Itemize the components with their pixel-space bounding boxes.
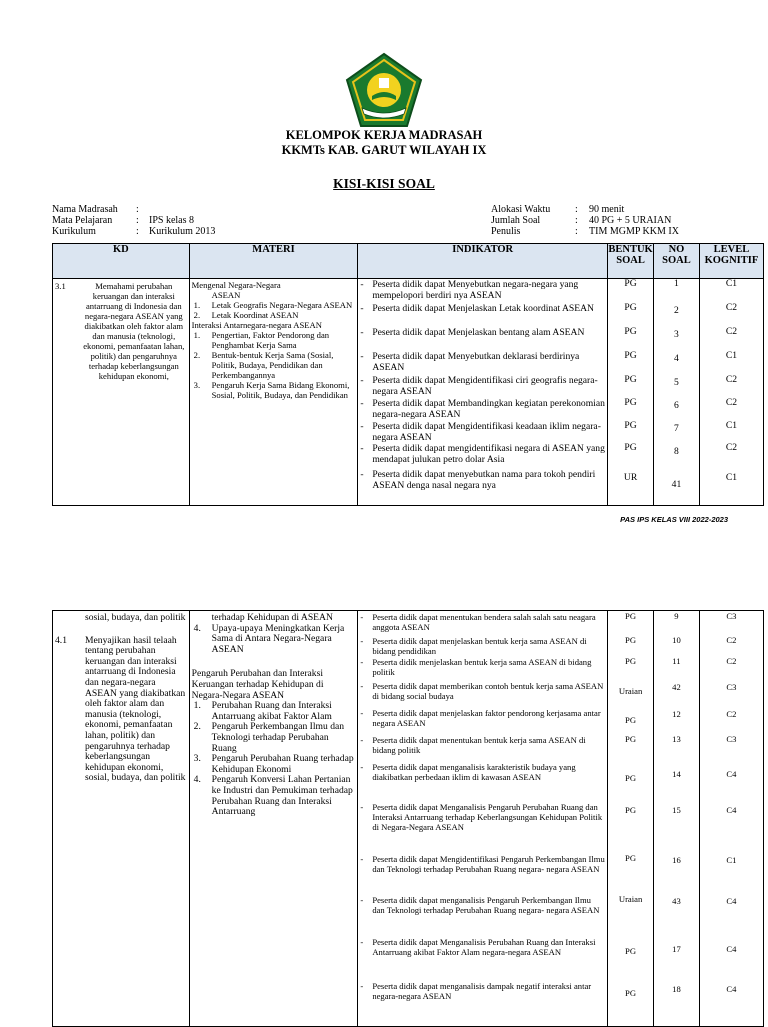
bentuk-value: PG [625, 635, 637, 645]
bentuk-value: PG [625, 805, 637, 815]
no-value: 18 [672, 984, 681, 994]
materi-item [192, 624, 356, 656]
level-value: C3 [726, 734, 737, 744]
level-value: C3 [726, 682, 737, 692]
no-value: 6 [674, 400, 679, 411]
level-cell [699, 279, 763, 506]
materi-item-text: Pengaruh Kerja Sama Bidang Ekonomi, Sosial, Politik, Budaya, dan Pendidikan [211, 380, 350, 400]
materi-item-text: Pengaruh Perkembangan Ilmu dan Teknologi terhadap Perubahan Ruang [211, 721, 345, 754]
materi-item-number: 4. [193, 622, 201, 634]
kd-cell [53, 611, 190, 1027]
level-value: C2 [726, 656, 737, 666]
header-level-kognitif: LEVEL KOGNITIF [699, 244, 763, 279]
kd-number: 3.1 [55, 281, 66, 291]
bentuk-value: PG [624, 302, 637, 313]
indikator-item: - Peserta didik dapat memberikan contoh bentuk kerja sama ASEAN di bidang social budaya [358, 681, 605, 708]
no-value: 11 [672, 656, 681, 666]
level-value: C3 [726, 611, 737, 621]
materi-item-text: Pengaruh Konversi Lahan Pertanian ke Industri dan Pemukiman terhadap Perubahan Ruang dan Interaksi Antarruang [211, 774, 353, 818]
level-value: C2 [725, 397, 738, 408]
level-value: C4 [726, 984, 737, 994]
meta-value: 90 menit [589, 204, 625, 215]
level-value: C2 [725, 374, 738, 385]
bentuk-cell [608, 279, 654, 506]
indikator-item: - Peserta didik dapat Menyebutkan negara-negara yang mempelopori berdiri nya ASEAN [358, 280, 605, 304]
meta-sep: : [575, 204, 578, 215]
no-value: 2 [674, 305, 679, 316]
indikator-item: - Peserta didik dapat menganalisis karakteristik budaya yang diakibatkan perbedaan iklim di kawasan ASEAN [358, 762, 605, 802]
meta-sep: : [575, 226, 578, 237]
header-bentuk-soal: BENTUK SOAL [608, 244, 654, 279]
meta-value: IPS kelas 8 [149, 215, 194, 226]
materi-item-text: Perubahan Ruang dan Interaksi Antarruang akibat Faktor Alam [211, 700, 332, 722]
meta-left [52, 204, 215, 237]
materi-item-text: Letak Koordinat ASEAN [211, 310, 299, 320]
no-value: 12 [672, 709, 681, 719]
no-value: 8 [674, 446, 679, 457]
materi-cell [189, 611, 358, 1027]
meta-value: TIM MGMP KKM IX [589, 226, 679, 237]
bentuk-value: PG [625, 988, 637, 998]
level-value: C1 [725, 472, 738, 483]
no-value: 15 [672, 805, 681, 815]
indikator-item: - Peserta didik dapat Mengidentifikasi Pengaruh Perkembangan Ilmu dan Teknologi terhadap Perubahan Ruang negara- negara ASEAN [358, 854, 605, 895]
header-indikator: INDIKATOR [358, 244, 608, 279]
level-value: C1 [725, 420, 738, 431]
indikator-item: - Peserta didik dapat menentukan bentuk kerja sama ASEAN di bidang politik [358, 735, 605, 762]
materi-item [192, 350, 356, 380]
no-value: 1 [674, 278, 679, 289]
bentuk-value: Uraian [618, 894, 643, 904]
kisi-table-page-1 [52, 243, 764, 506]
bentuk-value: UR [623, 472, 638, 483]
indikator-item: - Peserta didik dapat menentukan bendera salah salah satu neagara anggota ASEAN [358, 612, 605, 636]
bentuk-value: PG [624, 374, 637, 385]
materi-heading: Mengenal Negara-Negara [191, 280, 281, 290]
meta-sep: : [575, 215, 578, 226]
bentuk-value: PG [625, 946, 637, 956]
indikator-item: - Peserta didik dapat Mengidentifikasi keadaan iklim negara-negara ASEAN [358, 422, 605, 444]
materi-line: terhadap Kehidupan di ASEAN [211, 612, 333, 623]
level-value: C2 [726, 635, 737, 645]
bentuk-value: PG [624, 278, 637, 289]
level-value: C4 [726, 805, 737, 815]
meta-value: 40 PG + 5 URAIAN [589, 215, 672, 226]
no-value: 10 [672, 635, 681, 645]
header-line-1: KELOMPOK KERJA MADRASAH [285, 128, 483, 142]
indikator-item: - Peserta didik dapat Menganalisis Pengaruh Perubahan Ruang dan Interaksi Antarruang terhadap Keberlangsungan Kehidupan Politik di Negara-Negara ASEAN [358, 802, 605, 854]
materi-item [192, 754, 356, 775]
madrasah-logo [344, 52, 424, 132]
kd-text: Menyajikan hasil telaah tentang perubahan keruangan dan interaksi antarruang di Indonesia dan negara-negara ASEAN yang diakibatkan oleh faktor alam dan manusia (teknologi, ekonomi, pemanfaatan lahan, politik) dan pengaruhnya terhadap keberlangsungan kehidupan ekonomi, sosial, budaya, dan politik [85, 634, 186, 784]
materi-cell [189, 279, 358, 506]
no-value: 17 [672, 944, 681, 954]
header-kd: KD [53, 244, 190, 279]
indikator-cell [358, 611, 608, 1027]
indikator-item: - Peserta didik dapat mengidentifikasi negara di ASEAN yang mendapat julukan petro dolar Asia [358, 444, 605, 470]
no-value: 41 [671, 479, 682, 490]
no-value: 4 [674, 353, 679, 364]
no-cell [654, 611, 700, 1027]
materi-item [192, 330, 356, 350]
meta-value: Kurikulum 2013 [149, 226, 216, 237]
materi-item [192, 380, 356, 400]
indikator-item: - Peserta didik dapat Menganalisis Perubahan Ruang dan Interaksi Antarruang akibat Faktor Alam negara-negara ASEAN [358, 937, 605, 981]
meta-sep: : [136, 226, 139, 237]
level-value: C2 [725, 302, 738, 313]
meta-label: Kurikulum [52, 226, 96, 237]
level-value: C4 [726, 896, 737, 906]
materi-item-number: 4. [193, 774, 201, 786]
level-value: C2 [725, 442, 738, 453]
materi-heading: Interaksi Antarnegara-negara ASEAN [191, 320, 322, 330]
bentuk-value: PG [625, 734, 637, 744]
bentuk-cell [608, 611, 654, 1027]
materi-item-text: Letak Geografis Negara-Negara ASEAN [211, 300, 353, 310]
materi-line: ASEAN [211, 290, 241, 300]
meta-right [491, 204, 679, 237]
no-value: 9 [674, 611, 679, 621]
bentuk-value: PG [625, 656, 637, 666]
level-value: C1 [726, 855, 737, 865]
level-value: C4 [726, 944, 737, 954]
meta-label: Alokasi Waktu [491, 204, 551, 215]
bentuk-value: Uraian [618, 686, 643, 696]
indikator-cell [358, 279, 608, 506]
indikator-item: - Peserta didik dapat menganalisis Pengaruh Perkembangan Ilmu dan Teknologi terhadap Perubahan Ruang negara- negara ASEAN [358, 895, 605, 937]
kd-number: 4.1 [55, 634, 67, 646]
page-footer: PAS IPS KELAS VIII 2022-2023 [620, 515, 728, 524]
meta-sep: : [136, 204, 139, 215]
no-cell [654, 279, 700, 506]
indikator-item: - Peserta didik dapat Menjelaskan bentang alam ASEAN [358, 328, 605, 352]
indikator-item: - Peserta didik dapat menjelaskan bentuk kerja sama ASEAN di bidang pendidikan [358, 636, 605, 657]
meta-label: Penulis [491, 226, 521, 237]
indikator-item: - Peserta didik dapat menganalisis dampak negatif interaksi antar negara-negara ASEAN [358, 981, 605, 1005]
materi-item-text: Bentuk-bentuk Kerja Sama (Sosial, Politik, Budaya, Pendidikan dan Perkembangannya [211, 350, 334, 380]
bentuk-value: PG [624, 397, 637, 408]
materi-item-number: 1. [193, 700, 201, 712]
level-value: C1 [725, 350, 738, 361]
no-value: 5 [674, 377, 679, 388]
bentuk-value: PG [625, 715, 637, 725]
indikator-item: - Peserta didik dapat menjelaskan faktor pendorong kerjasama antar negara ASEAN [358, 708, 605, 735]
bentuk-value: PG [625, 611, 637, 621]
materi-item-number: 1. [193, 300, 201, 310]
indikator-item: - Peserta didik dapat Membandingkan kegiatan perekonomian negara-negara ASEAN [358, 399, 605, 422]
materi-item-text: Pengertian, Faktor Pendorong dan Penghambat Kerja Sama [211, 330, 330, 350]
level-value: C2 [725, 326, 738, 337]
header-line-2: KKMTs KAB. GARUT WILAYAH IX [281, 143, 487, 157]
meta-label: Nama Madrasah [52, 204, 118, 215]
materi-item [192, 701, 356, 722]
level-value: C2 [726, 709, 737, 719]
level-value: C1 [725, 278, 738, 289]
no-value: 3 [674, 329, 679, 340]
bentuk-value: PG [625, 853, 637, 863]
meta-label: Jumlah Soal [491, 215, 541, 226]
materi-item-number: 2. [193, 350, 201, 360]
materi-item-text: Pengaruh Perubahan Ruang terhadap Kehidupan Ekonomi [211, 753, 354, 775]
no-value: 14 [672, 769, 681, 779]
bentuk-value: PG [625, 773, 637, 783]
no-value: 43 [672, 896, 681, 906]
materi-heading: Pengaruh Perubahan dan Interaksi Keruangan terhadap Kehidupan di Negara-Negara ASEAN [191, 668, 324, 701]
indikator-item: - Peserta didik dapat Mengidentifikasi ciri geografis negara-negara ASEAN [358, 376, 605, 399]
materi-item-number: 2. [193, 721, 201, 733]
no-value: 7 [674, 423, 679, 434]
materi-item [192, 775, 356, 817]
no-value: 42 [672, 682, 681, 692]
level-value: C4 [726, 769, 737, 779]
header-materi: MATERI [189, 244, 358, 279]
kd-text: Memahami perubahan keruangan dan interaksi antarruang di Indonesia dan negara-negara ASEAN yang diakibatkan oleh faktor alam dan manusia (teknologi, ekonomi, pemanfaatan lahan, politik) dan pengaruhnya terhadap keberlangsungan kehidupan ekonomi, [83, 281, 185, 381]
indikator-item: - Peserta didik menjelaskan bentuk kerja sama ASEAN di bidang politik [358, 657, 605, 681]
indikator-item: - Peserta didik dapat menyebutkan nama para tokoh pendiri ASEAN denga nasal negara nya [358, 470, 605, 500]
materi-item [192, 722, 356, 754]
materi-item-number: 3. [193, 380, 201, 390]
level-cell [699, 611, 763, 1027]
bentuk-value: PG [624, 442, 637, 453]
no-value: 16 [672, 855, 681, 865]
bentuk-value: PG [624, 326, 637, 337]
meta-value [149, 204, 215, 215]
header-no-soal: NO SOAL [654, 244, 700, 279]
indikator-item: - Peserta didik dapat Menyebutkan deklarasi berdirinya ASEAN [358, 352, 605, 376]
meta-label: Mata Pelajaran [52, 215, 113, 226]
no-value: 13 [672, 734, 681, 744]
indikator-item: - Peserta didik dapat Menjelaskan Letak koordinat ASEAN [358, 304, 605, 328]
materi-item-number: 1. [193, 330, 201, 340]
materi-item [192, 300, 356, 310]
meta-sep: : [136, 215, 139, 226]
document-title: KISI-KISI SOAL [333, 176, 435, 191]
materi-item [192, 310, 356, 320]
kd-text-continued: sosial, budaya, dan politik [85, 612, 186, 623]
bentuk-value: PG [624, 420, 637, 431]
bentuk-value: PG [624, 350, 637, 361]
kisi-table-page-2 [52, 610, 764, 1027]
kd-cell [53, 279, 190, 506]
materi-item-number: 2. [193, 310, 201, 320]
materi-item-text: Upaya-upaya Meningkatkan Kerja Sama di Antara Negara-Negara ASEAN [211, 622, 345, 655]
materi-item-number: 3. [193, 753, 201, 765]
